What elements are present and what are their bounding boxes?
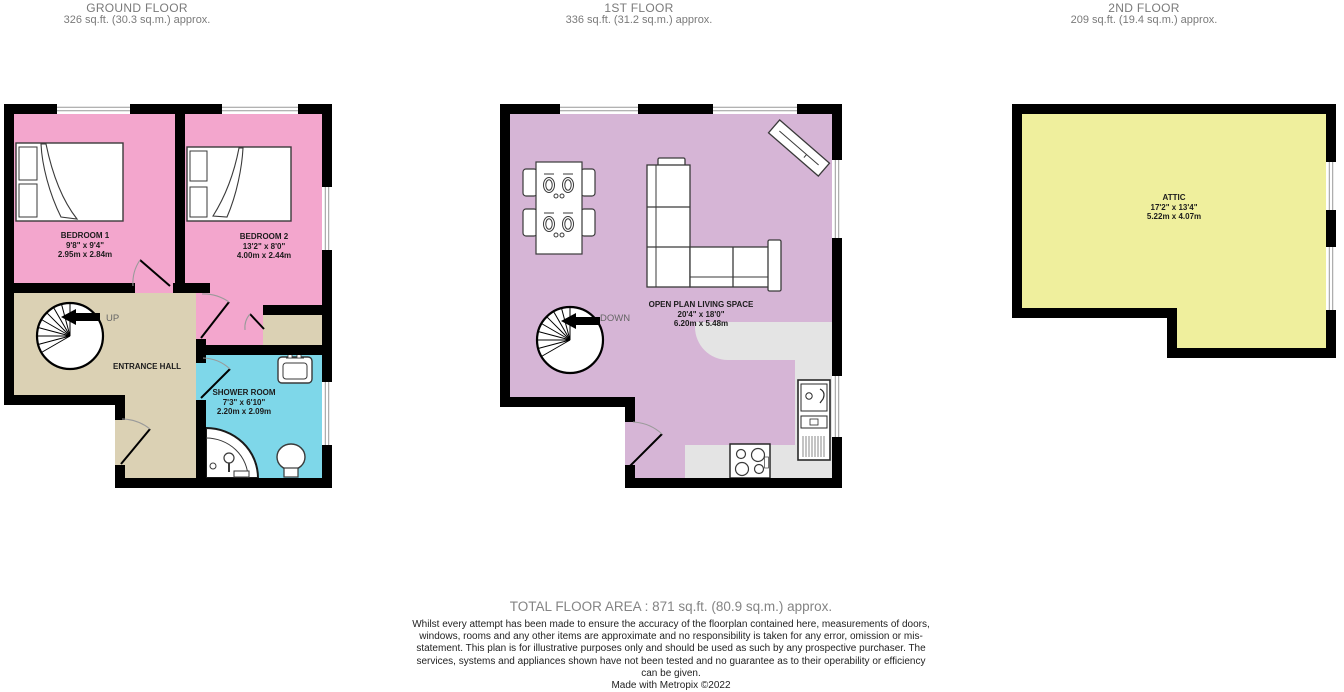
first-floor-area: 336 sq.ft. (31.2 sq.m.) approx.	[565, 13, 713, 26]
entrance-hall-name: ENTRANCE HALL	[113, 362, 181, 371]
stairs-up-label: UP	[106, 313, 120, 324]
shower-room-name: SHOWER ROOM	[212, 388, 276, 397]
kitchen-sink-icon	[798, 380, 830, 460]
first-floor-header	[566, 2, 713, 26]
entrance-hall-label	[113, 362, 181, 372]
spiral-staircase-icon	[537, 307, 603, 373]
ground-floor-plan	[0, 100, 336, 492]
attic-name: ATTIC	[1162, 193, 1186, 202]
shower-room-dims-imperial: 7'3" x 6'10"	[222, 397, 266, 407]
bedroom2-dims-imperial: 13'2" x 8'0"	[242, 241, 286, 251]
bedroom2-name: BEDROOM 2	[239, 232, 289, 241]
open-plan-dims-metric: 6.20m x 5.48m	[673, 319, 729, 329]
double-bed-icon	[187, 147, 291, 221]
bedroom2-label	[237, 232, 291, 261]
stairs-down-label: DOWN	[600, 313, 631, 324]
hob-icon	[730, 444, 770, 478]
second-floor-area: 209 sq.ft. (19.4 sq.m.) approx.	[1070, 13, 1218, 26]
attic-dims-imperial: 17'2" x 13'4"	[1150, 202, 1198, 212]
credit-text: Made with Metropix ©2022	[611, 680, 731, 691]
shower-room-label	[212, 388, 275, 417]
double-bed-icon	[16, 143, 123, 221]
disclaimer-text: Whilst every attempt has been made to ensure the accuracy of the floorplan contained here, measurements of doors, windows, rooms and any other items are approximate and no responsibility is taken for any error, omission or mis-statement. This plan is for illustrative purposes only and should be used as such by any prospective purchaser. The services, systems and appliances shown have not been tested and no guarantee as to their operability or efficiency can be given.	[412, 619, 930, 679]
first-floor-plan	[496, 100, 844, 492]
shower-room-dims-metric: 2.20m x 2.09m	[216, 407, 272, 417]
bedroom1-dims-imperial: 9'8" x 9'4"	[65, 240, 105, 250]
second-floor-header	[1071, 2, 1218, 26]
first-floor-title: 1ST FLOOR	[604, 1, 674, 15]
open-plan-name: OPEN PLAN LIVING SPACE	[648, 300, 754, 309]
second-floor-title: 2ND FLOOR	[1108, 1, 1180, 15]
bedroom1-label	[58, 231, 112, 260]
spiral-staircase-icon	[37, 303, 103, 369]
attic-label	[1147, 193, 1201, 222]
open-plan-dims-imperial: 20'4" x 18'0"	[677, 309, 725, 319]
attic-dims-metric: 5.22m x 4.07m	[1146, 212, 1202, 222]
bedroom2-dims-metric: 4.00m x 2.44m	[236, 251, 292, 261]
second-floor-plan	[1008, 100, 1344, 362]
bedroom1-dims-metric: 2.95m x 2.84m	[57, 250, 113, 260]
wash-basin-icon	[278, 353, 312, 383]
ground-floor-area: 326 sq.ft. (30.3 sq.m.) approx.	[63, 13, 211, 26]
bedroom1-name: BEDROOM 1	[60, 231, 110, 240]
ground-floor-title: GROUND FLOOR	[86, 1, 188, 15]
ground-floor-header	[64, 2, 211, 26]
open-plan-label	[649, 300, 754, 329]
total-floor-area: TOTAL FLOOR AREA : 871 sq.ft. (80.9 sq.m.) approx.	[509, 599, 833, 614]
